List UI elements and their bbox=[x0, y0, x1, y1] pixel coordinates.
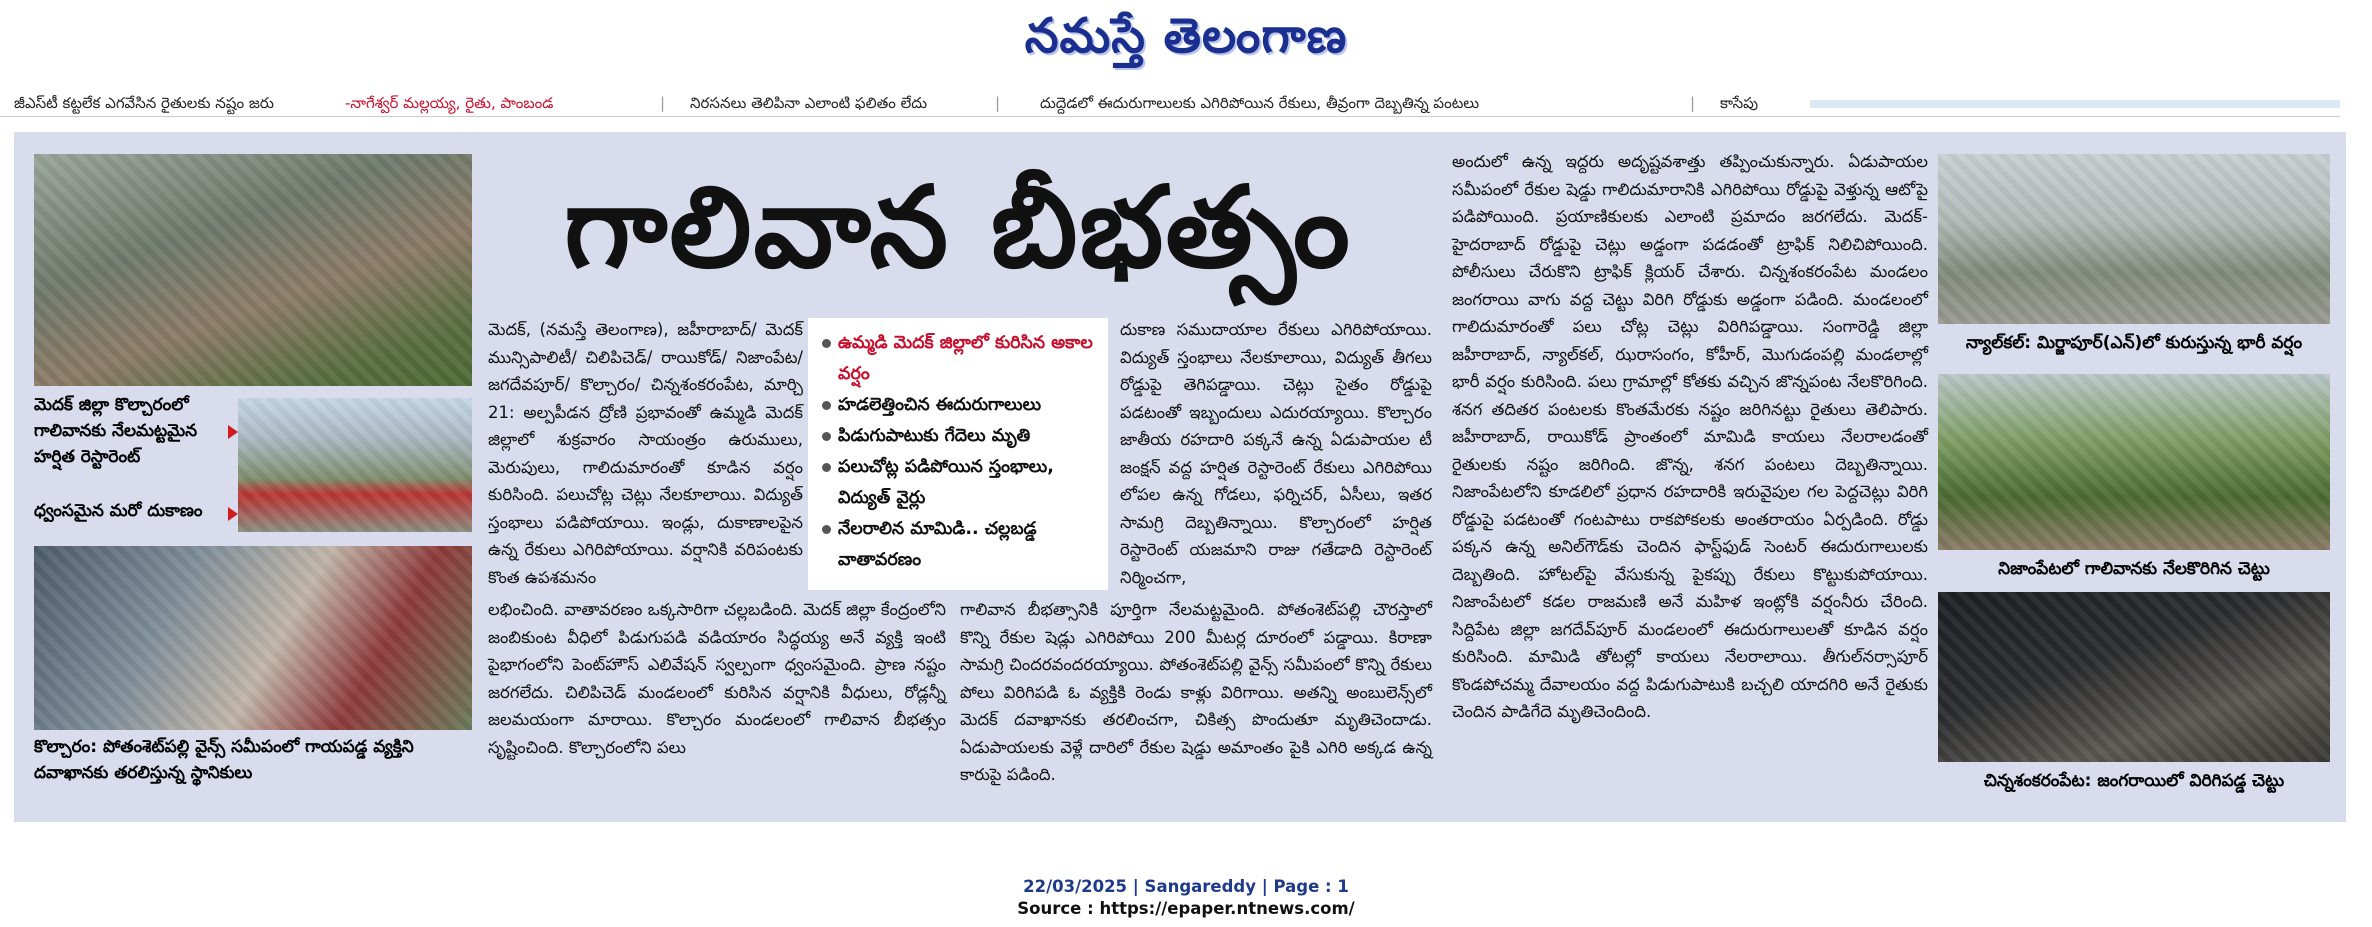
newspaper-logo: నమస్తే తెలంగాణ bbox=[1024, 8, 1348, 64]
photo-caption: నిజాంపేటలో గాలివానకు నేలకొరిగిన చెట్టు bbox=[1998, 559, 2270, 579]
ticker-item: కాసేపు bbox=[1720, 94, 1759, 112]
ticker-item: జీఎస్‌టీ కట్టలేక ఎగవేసిన రైతులకు నష్టం జరు bbox=[14, 94, 274, 112]
masthead bbox=[0, 0, 2372, 78]
broken-tree-night-photo bbox=[1938, 592, 2330, 762]
highlight-item: నేలరాలిన మామిడి.. చల్లబడ్డ వాతావరణం bbox=[816, 514, 1100, 576]
rain-photo bbox=[1938, 154, 2330, 324]
restaurant-collapse-photo bbox=[34, 154, 472, 386]
damaged-shop-photo bbox=[238, 398, 472, 532]
highlights-box bbox=[808, 318, 1108, 590]
photo-caption: న్యాల్‌కల్: మిర్జాపూర్(ఎన్)లో కురుస్తున్న భారీ వర్షం bbox=[1965, 333, 2303, 353]
ticker-item: నిరసనలు తెలిపినా ఎలాంటి ఫలితం లేదు bbox=[690, 94, 928, 112]
article-column: అందులో ఉన్న ఇద్దరు అదృష్టవశాత్తు తప్పించుకున్నారు. ఏడుపాయల సమీపంలో రేకుల షెడ్డు గాలిదుమారానికి ఎగిరిపోయి రోడ్డుపై వెళ్తున్న ఆటోపై పడిపోయింది. ప్రయాణికులకు ఎలాంటి ప్రమాదం జరగలేదు. మెదక్- హైదరాబాద్ రోడ్డుపై చెట్లు అడ్డంగా పడడంతో ట్రాఫిక్ నిలిచిపోయింది. పోలీసులు చేరుకొని ట్రాఫిక్ క్లియర్ చేశారు. చిన్నశంకరంపేట మండలం జంగరాయి వాగు వద్ద చెట్టు విరిగి రోడ్డుకు అడ్డంగా పడింది. మండలంలో గాలిదుమారంతో పలు చోట్ల చెట్లు విరిగిపడ్డాయి. సంగారెడ్డి జిల్లా జహీరాబాద్, న్యాల్‌కల్, ఝరాసంగం, కోహీర్, మొగుడంపల్లి మండలాల్లో భారీ వర్షం కురిసింది. పలు గ్రామాల్లో కోతకు వచ్చిన జొన్నపంట నేలకొరిగింది. శనగ తదితర పంటలకు కొంతమేరకు నష్టం జరిగినట్టు రైతులు తెలిపారు. జహీరాబాద్, రాయికోడ్ ప్రాంతంలో మామిడి కాయలు నేలరాలడంతో రైతులకు నష్టం జరిగింది. జొన్న, శనగ పంటలు దెబ్బతిన్నాయి. నిజాంపేటలోని కూడలిలో ప్రధాన రహదారికి ఇరువైపుల గల పెద్దచెట్లు విరిగి రోడ్డుపై పడటంతో గంటపాటు రాకపోకలకు అంతరాయం ఏర్పడింది. రోడ్డు పక్కన ఉన్న అనిల్‌గౌడ్‌కు చెందిన ఫాస్ట్‌ఫుడ్ సెంటర్ ఈదురుగాలులకు దెబ్బతింది. హోటల్‌పై వేసుకున్న పైకప్పు రేకులు కొట్టుకుపోయాయి. నిజాంపేటలో కడల రాజమణి అనే మహిళ ఇంట్లోకి వర్షంనీరు చేరింది. సిద్దిపేట జిల్లా జగదేవ్‌పూర్ మండలంలో ఈదురుగాలులతో కూడిన వర్షం కురిసింది. మామిడి తోటల్లో కాయలు నేలరాలాయి. తీగుల్‌నర్సాపూర్ కొండపోచమ్మ దేవాలయం వద్ద పిడుగుపాటుకి బచ్చలి యాదగిరి అనే రైతుకు చెందిన పాడిగేదె మృతిచెందింది. bbox=[1452, 152, 1928, 721]
photo-caption: ధ్వంసమైన మరో దుకాణం bbox=[34, 501, 203, 521]
photo-caption: చిన్నశంకరంపేట: జంగరాయిలో విరిగిపడ్డ చెట్టు bbox=[1983, 771, 2285, 791]
article-column: దుకాణ సముదాయాల రేకులు ఎగిరిపోయాయి. విద్యుత్ స్తంభాలు నేలకూలాయి, విద్యుత్ తీగలు రోడ్డుపై తెగిపడ్డాయి. చెట్లు సైతం రోడ్డుపై పడటంతో ఇబ్బందులు ఎదురయ్యాయి. కొల్చారం జాతీయ రహదారి పక్కనే ఉన్న ఏడుపాయల టీ జంక్షన్ వద్ద హర్షిత రెస్టారెంట్ రేకులు ఎగిరిపోయి లోపల ఉన్న గోడలు, ఫర్నిచర్, ఏసీలు, ఇతర సామగ్రి దెబ్బతిన్నాయి. కొల్చారంలో హర్షిత రెస్టారెంట్ యజమాని రాజు గతేడాది రెస్టారెంట్ నిర్మించగా, bbox=[1120, 320, 1432, 587]
ticker-item: -నాగేశ్వర్ మల్లయ్య, రైతు, పాంబండ bbox=[345, 94, 554, 112]
caption-arrow-icon bbox=[228, 507, 238, 521]
article-column: మెదక్, (నమస్తే తెలంగాణ), జహీరాబాద్/ మెదక్ మున్సిపాలిటీ/ చిలిపిచెడ్/ రాయికోడ్/ నిజాంపేట/ జగదేవపూర్/ కొల్చారం/ చిన్నశంకరంపేట, మార్చి 21: అల్పపీడన ద్రోణి ప్రభావంతో ఉమ్మడి మెదక్ జిల్లాలో శుక్రవారం సాయంత్రం ఉరుములు, మెరుపులు, గాలిదుమారంతో కూడిన వర్షం కురిసింది. పలుచోట్ల చెట్లు నేలకూలాయి. విద్యుత్ స్తంభాలు పడిపోయాయి. ఇండ్లు, దుకాణాలపైన ఉన్న రేకులు ఎగిరిపోయాయి. వర్షానికి వరిపంటకు కొంత ఉపశమనం bbox=[488, 320, 803, 587]
ticker-separator: | bbox=[660, 94, 666, 112]
ticker-item: దుద్దెడలో ఈదురుగాలులకు ఎగిరిపోయిన రేకులు, తీవ్రంగా దెబ్బతిన్న పంటలు bbox=[1040, 94, 1480, 112]
photo-caption: మెదక్ జిల్లా కొల్చారంలో గాలివానకు నేలమట్టమైన హర్షిత రెస్టారెంట్ bbox=[34, 395, 198, 467]
caption-arrow-icon bbox=[228, 425, 238, 439]
page-footer bbox=[0, 876, 2372, 920]
injured-person-photo bbox=[34, 546, 472, 730]
highlight-item: హడలెత్తించిన ఈదురుగాలులు bbox=[816, 390, 1100, 421]
photo-caption: కొల్చారం: పోతంశెట్‌పల్లి వైన్స్ సమీపంలో గాయపడ్డ వ్యక్తిని దవాఖానకు తరలిస్తున్న స్థానికులు bbox=[34, 737, 414, 783]
highlight-item: ఉమ్మడి మెదక్ జిల్లాలో కురిసిన అకాల వర్షం bbox=[816, 328, 1100, 390]
headline: గాలివాన బీభత్సం bbox=[564, 163, 1352, 293]
ticker-decor-bar bbox=[1810, 100, 2340, 108]
fallen-tree-photo bbox=[1938, 374, 2330, 550]
ticker-separator: | bbox=[995, 94, 1001, 112]
source-link[interactable]: Source : https://epaper.ntnews.com/ bbox=[1017, 899, 1355, 918]
edition-info: 22/03/2025 | Sangareddy | Page : 1 bbox=[1023, 877, 1349, 896]
article-column: లభించింది. వాతావరణం ఒక్కసారిగా చల్లబడింది. మెదక్ జిల్లా కేంద్రంలోని జంబికుంట వీధిలో పిడుగుపడి వడియారం సిద్ధయ్య అనే వ్యక్తి ఇంటి పైభాగంలోని పెంట్‌హౌస్ ఎలివేషన్ స్వల్పంగా ధ్వంసమైంది. ప్రాణ నష్టం జరగలేదు. చిలిపిచెడ్ మండలంలో కురిసిన వర్షానికి వీధులు, రోడ్లన్నీ జలమయంగా మారాయి. కొల్చారం మండలంలో గాలివాన బీభత్సం సృష్టించింది. కొల్చారంలోని పలు bbox=[488, 600, 946, 757]
highlight-item: పలుచోట్ల పడిపోయిన స్తంభాలు, విద్యుత్ వైర్లు bbox=[816, 452, 1100, 514]
highlight-item: పిడుగుపాటుకు గేదెలు మృతి bbox=[816, 421, 1100, 452]
ticker-separator: | bbox=[1690, 94, 1696, 112]
article-column: గాలివాన బీభత్సానికి పూర్తిగా నేలమట్టమైంది. పోతంశెట్‌పల్లి చౌరస్తాలో కొన్ని రేకుల షెడ్లు ఎగిరిపోయి 200 మీటర్ల దూరంలో పడ్డాయి. కిరాణా సామగ్రి చిందరవందరయ్యాయి. పోతంశెట్‌పల్లి వైన్స్ సమీపంలో కొన్ని రేకులు పోలు విరిగిపడి ఓ వ్యక్తికి రెండు కాళ్లు విరిగాయి. అతన్ని అంబులెన్స్‌లో మెదక్ దవాఖానకు తరలించగా, చికిత్స పొందుతూ మృతిచెందాడు. ఏడుపాయలకు వెళ్లే దారిలో రేకుల షెడ్డు అమాంతం పైకి ఎగిరి అక్కడ ఉన్న కారుపై పడింది. bbox=[960, 600, 1432, 784]
